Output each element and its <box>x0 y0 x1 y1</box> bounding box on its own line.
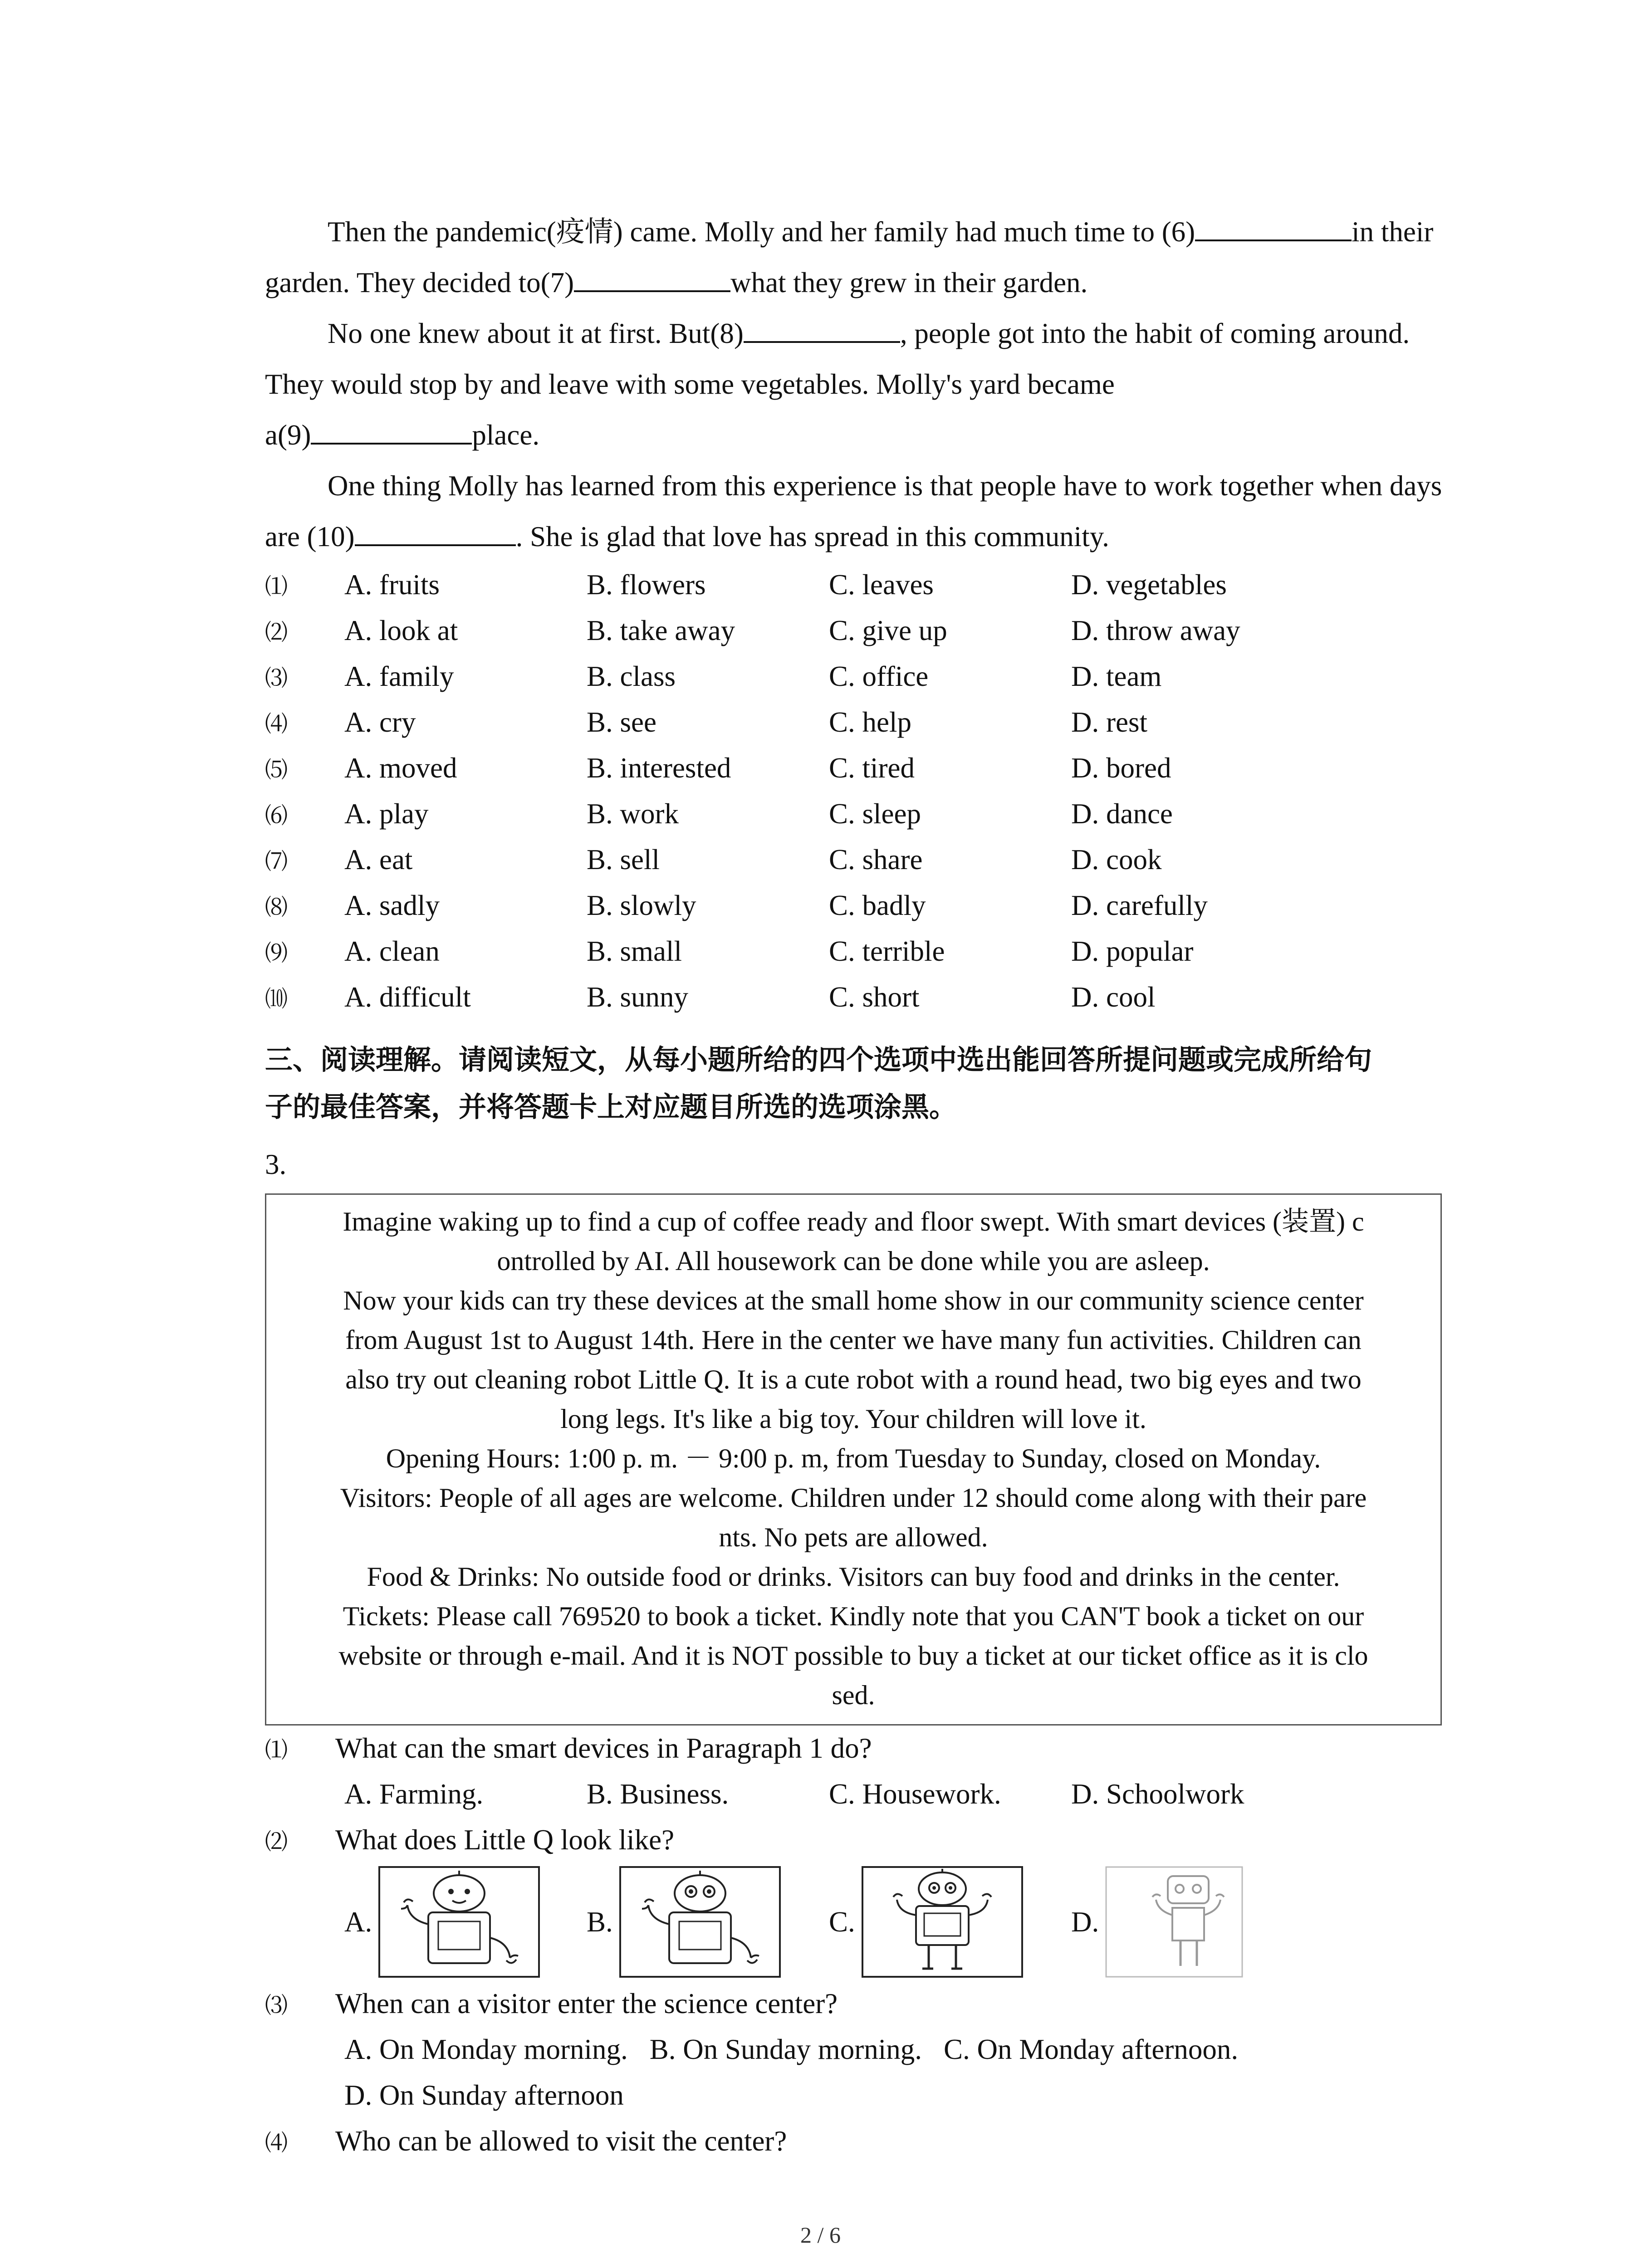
passage-paragraph: One thing Molly has learned from this experience is that people have to work together when days are (10) . She is glad that love has spread in this community. <box>265 470 1442 552</box>
answer-blank-10 <box>355 515 516 546</box>
option-d: D. carefully <box>1071 890 1208 921</box>
option-d: D. vegetables <box>1071 569 1227 601</box>
option-c: C. tired <box>829 752 915 784</box>
option-c: C. share <box>829 844 923 875</box>
advertisement-box: Imagine waking up to find a cup of coffee ready and floor swept. With smart devices (装置) c ontrolled by AI. All housework can be done while you are asleep. Now your kids can try these devices at the small home show in our community science center from August 1st to August 14th. Here in the center we have many fun activities. Children can also try out cleaning robot Little Q. It is a cute robot with a round head, two big eyes and two long legs. It's like a big toy. Your children will love it. Opening Hours: 1:00 p. m. － 9:00 p. m, from Tuesday to Sunday, closed on Monday. Visitors: People of all ages are welcome. Children under 12 should come along with their pare nts. No pets are allowed. Food & Drinks: No outside food or drinks. Visitors can buy food and drinks in the center. Tickets: Please call 769520 to book a ticket. Kindly note that you CAN'T book a ticket on our website or through e-mail. And it is NOT possible to buy a ticket at our ticket office as it is clo sed. <box>265 1193 1442 1725</box>
option-d: D. dance <box>1071 798 1173 830</box>
exam-page-content <box>265 206 1452 2164</box>
passage-paragraph: a(9) place. <box>265 410 1452 460</box>
option-d: D. popular <box>1071 935 1194 967</box>
question-text: What can the smart devices in Paragraph 1 do? <box>335 1732 872 1764</box>
option-b: B. take away <box>587 615 735 646</box>
picture-option-c <box>829 1865 1071 1979</box>
option-c: C. give up <box>829 615 947 646</box>
option-d: D. Schoolwork <box>1071 1778 1244 1810</box>
question-number: ⑷ <box>265 2130 288 2156</box>
picture-option-d <box>1071 1865 1313 1979</box>
option-c: C. badly <box>829 890 926 921</box>
option-d: D. On Sunday afternoon <box>344 2079 624 2111</box>
option-c: C. office <box>829 660 929 692</box>
question-number: ⑼ <box>265 940 288 966</box>
question-text: What does Little Q look like? <box>335 1824 675 1856</box>
option-d: D. rest <box>1071 706 1147 738</box>
cloze-options-list <box>265 562 1452 1020</box>
option-a: A. fruits <box>344 569 440 601</box>
option-b: B. work <box>587 798 679 830</box>
option-b: B. interested <box>587 752 731 784</box>
cloze-option-row <box>265 745 1452 791</box>
reading-question <box>265 1817 1452 1863</box>
cloze-option-row <box>265 654 1452 699</box>
option-c: C. help <box>829 706 911 738</box>
option-c: C. terrible <box>829 935 945 967</box>
option-b: B. Business. <box>587 1778 729 1810</box>
question-number: ⑻ <box>265 894 288 920</box>
question-number-label: 3. <box>265 1149 287 1180</box>
option-b: B. small <box>587 935 682 967</box>
option-c: C. sleep <box>829 798 921 830</box>
option-a: A. moved <box>344 752 457 784</box>
answer-blank-8 <box>744 312 900 343</box>
option-b: B. see <box>587 706 656 738</box>
passage-paragraph: Then the pandemic(疫情) came. Molly and her family had much time to (6) in their garden. They decided to(7) what they grew in their garden. <box>265 206 1452 308</box>
option-a: A. play <box>344 798 429 830</box>
option-d: D. throw away <box>1071 615 1240 646</box>
question-number: ⑺ <box>265 848 288 875</box>
option-a: A. family <box>344 660 454 692</box>
option-b: B. On Sunday morning. <box>649 2033 922 2065</box>
picture-option-b <box>587 1865 829 1979</box>
question-number: ⑵ <box>265 1828 288 1855</box>
cloze-option-row <box>265 974 1452 1020</box>
option-a: A. look at <box>344 615 458 646</box>
cloze-option-row <box>265 562 1452 608</box>
question-text: When can a visitor enter the science center? <box>335 1988 838 2019</box>
picture-option-a <box>344 1865 587 1979</box>
robot-picture-b <box>618 1865 782 1979</box>
answer-blank-9 <box>311 414 472 445</box>
robot-picture-d <box>1104 1865 1268 1979</box>
cloze-option-row <box>265 791 1452 837</box>
option-a: A. sadly <box>344 890 440 921</box>
option-d: D. cool <box>1071 981 1156 1013</box>
option-label: D. <box>1071 1906 1099 1938</box>
option-a: A. On Monday morning. <box>344 2033 628 2065</box>
question-number: ⑵ <box>265 619 288 645</box>
option-a: A. clean <box>344 935 440 967</box>
option-label: B. <box>587 1906 613 1938</box>
question-text: Who can be allowed to visit the center? <box>335 2125 787 2157</box>
robot-picture-c <box>861 1865 1024 1979</box>
answer-blank-6 <box>1195 210 1352 241</box>
question-number: ⑴ <box>265 1737 288 1763</box>
cloze-option-row <box>265 699 1452 745</box>
option-c: C. short <box>829 981 920 1013</box>
question-number: ⑽ <box>265 986 288 1012</box>
option-label: C. <box>829 1906 855 1938</box>
option-label: A. <box>344 1906 372 1938</box>
option-a: A. eat <box>344 844 413 875</box>
option-d: D. cook <box>1071 844 1162 875</box>
option-b: B. flowers <box>587 569 706 601</box>
option-b: B. class <box>587 660 676 692</box>
question-options <box>265 2027 1452 2072</box>
option-b: B. slowly <box>587 890 696 921</box>
question-number: ⑶ <box>265 665 288 691</box>
option-d: D. bored <box>1071 752 1171 784</box>
option-c: C. Housework. <box>829 1778 1001 1810</box>
page-number: 2 / 6 <box>800 2222 841 2248</box>
option-a: A. Farming. <box>344 1778 484 1810</box>
robot-picture-a <box>377 1865 541 1979</box>
option-d: D. team <box>1071 660 1162 692</box>
reading-question <box>265 1981 1452 2027</box>
option-c: C. leaves <box>829 569 934 601</box>
question-number: ⑴ <box>265 573 288 600</box>
question-options <box>265 1771 1452 1817</box>
answer-blank-7 <box>574 261 730 292</box>
option-b: B. sunny <box>587 981 689 1013</box>
reading-question <box>265 1725 1452 1771</box>
option-a: A. difficult <box>344 981 471 1013</box>
cloze-option-row <box>265 837 1452 883</box>
reading-question <box>265 2118 1452 2164</box>
option-b: B. sell <box>587 844 660 875</box>
question-number: ⑷ <box>265 711 288 737</box>
question-number: ⑶ <box>265 1992 288 2019</box>
option-a: A. cry <box>344 706 416 738</box>
cloze-option-row <box>265 929 1452 974</box>
cloze-option-row <box>265 608 1452 654</box>
question-options <box>265 2072 1452 2118</box>
picture-options <box>265 1863 1452 1981</box>
section-heading: 三、阅读理解。请阅读短文，从每小题所给的四个选项中选出能回答所提问题或完成所给句 子的最佳答案，并将答题卡上对应题目所选的选项涂黑。 <box>265 1044 1372 1123</box>
question-number: ⑹ <box>265 802 288 829</box>
passage-paragraph: No one knew about it at first. But(8) , people got into the habit of coming around. They would stop by and leave with some vegetables. Molly's yard became <box>265 308 1452 410</box>
option-c: C. On Monday afternoon. <box>943 2033 1239 2065</box>
cloze-option-row <box>265 883 1452 929</box>
question-number: ⑸ <box>265 757 288 783</box>
